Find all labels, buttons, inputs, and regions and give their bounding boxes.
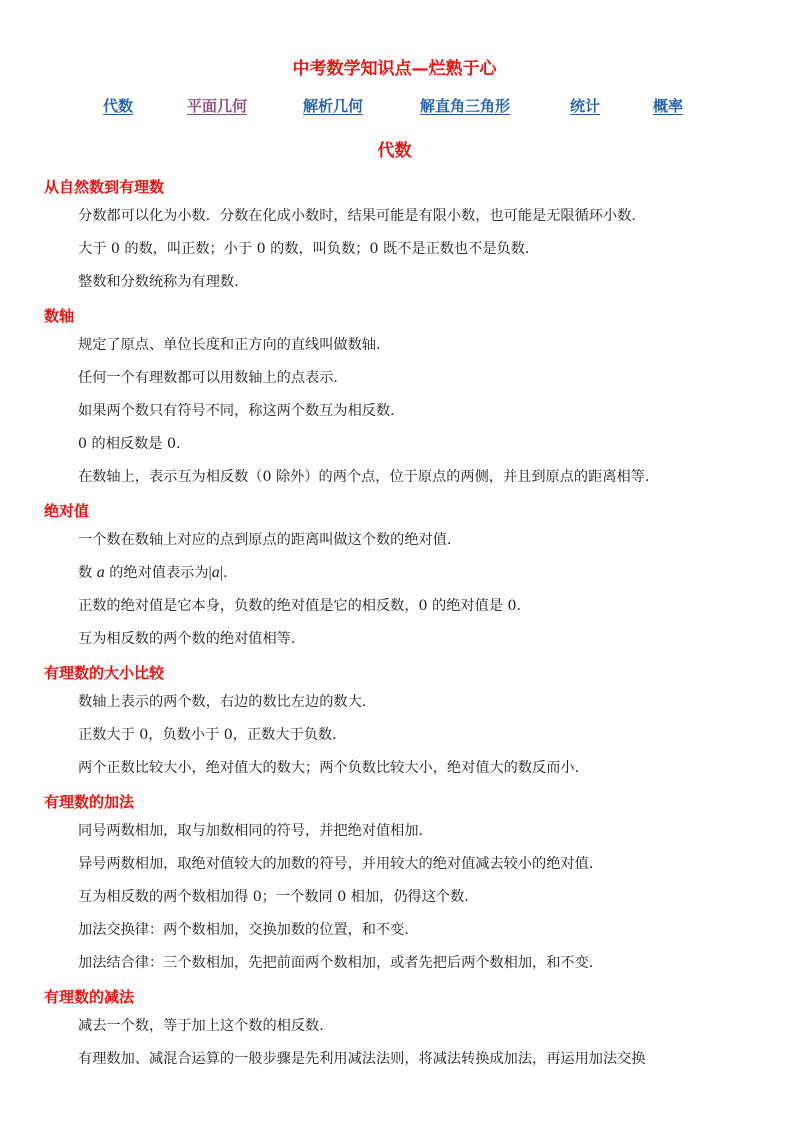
paragraph: 分数都可以化为小数．分数在化成小数时，结果可能是有限小数，也可能是无限循环小数.: [78, 208, 636, 224]
section-heading: 有理数的大小比较: [44, 664, 165, 682]
paragraph: 如果两个数只有符号不同，称这两个数互为相反数.: [78, 403, 395, 419]
paragraph: 数轴上表示的两个数，右边的数比左边的数大.: [78, 694, 367, 710]
section-title: 代数: [377, 141, 412, 161]
nav-link-plane-geometry[interactable]: 平面几何: [187, 97, 248, 115]
paragraph: 规定了原点、单位长度和正方向的直线叫做数轴.: [78, 337, 381, 353]
section-absolute-value: [44, 500, 764, 649]
section-subtraction: [44, 986, 764, 1069]
paragraph: 任何一个有理数都可以用数轴上的点表示.: [78, 370, 338, 386]
paragraph: 大于 0 的数，叫正数；小于 0 的数，叫负数；0 既不是正数也不是负数.: [78, 241, 530, 257]
section-comparison: [44, 662, 764, 778]
document-title: 中考数学知识点—烂熟于心: [292, 59, 497, 79]
paragraph: 互为相反数的两个数相加得 0；一个数同 0 相加，仍得这个数.: [78, 889, 469, 905]
topic-nav: [0, 95, 789, 119]
paragraph: 正数的绝对值是它本身，负数的绝对值是它的相反数，0 的绝对值是 0.: [78, 598, 522, 614]
nav-link-right-triangle[interactable]: 解直角三角形: [420, 97, 511, 115]
section-heading: 绝对值: [44, 502, 90, 520]
math-variable: a: [96, 564, 105, 581]
paragraph: 同号两数相加，取与加数相同的符号，并把绝对值相加.: [78, 823, 424, 839]
paragraph-abs-notation: [78, 563, 764, 583]
paragraph: 整数和分数统称为有理数.: [78, 274, 239, 290]
nav-link-algebra[interactable]: 代数: [103, 97, 134, 115]
text-fragment: 数: [78, 565, 97, 581]
paragraph: 加法结合律：三个数相加，先把前面两个数相加，或者先把后两个数相加，和不变.: [78, 955, 594, 971]
paragraph: 异号两数相加，取绝对值较大的加数的符号，并用较大的绝对值减去较小的绝对值.: [78, 856, 594, 872]
math-absolute-value: |a|: [208, 564, 223, 581]
paragraph: 减去一个数，等于加上这个数的相反数.: [78, 1018, 324, 1034]
text-fragment: .: [222, 565, 228, 581]
nav-link-statistics[interactable]: 统计: [570, 97, 601, 115]
paragraph: 在数轴上，表示互为相反数（0 除外）的两个点，位于原点的两侧，并且到原点的距离相等.: [78, 469, 650, 485]
section-natural-to-rational: [44, 176, 764, 292]
paragraph: 0 的相反数是 0.: [78, 436, 181, 452]
section-addition: [44, 791, 764, 973]
paragraph: 加法交换律：两个数相加，交换加数的位置，和不变.: [78, 922, 409, 938]
section-number-line: [44, 305, 764, 487]
paragraph: 一个数在数轴上对应的点到原点的距离叫做这个数的绝对值.: [78, 532, 452, 548]
section-heading: 有理数的加法: [44, 793, 135, 811]
paragraph: 正数大于 0，负数小于 0，正数大于负数.: [78, 727, 337, 743]
text-fragment: 的绝对值表示为: [104, 565, 209, 581]
math-variable: a: [211, 564, 220, 581]
paragraph: 有理数加、减混合运算的一般步骤是先利用减法法则，将减法转换成加法，再运用加法交换: [78, 1051, 646, 1067]
section-heading: 数轴: [44, 307, 75, 325]
nav-link-analytic-geometry[interactable]: 解析几何: [303, 97, 364, 115]
paragraph: 互为相反数的两个数的绝对值相等.: [78, 631, 296, 647]
nav-link-probability[interactable]: 概率: [653, 97, 684, 115]
section-heading: 有理数的减法: [44, 988, 135, 1006]
paragraph: 两个正数比较大小，绝对值大的数大；两个负数比较大小，绝对值大的数反而小.: [78, 760, 580, 776]
document-content: [44, 176, 764, 1082]
section-heading: 从自然数到有理数: [44, 178, 165, 196]
